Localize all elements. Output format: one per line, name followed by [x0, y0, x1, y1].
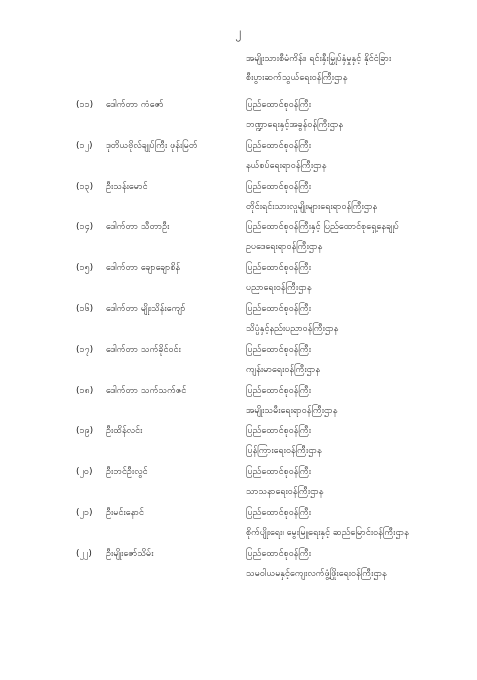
minister-name: ဦးမင်းနောင် [106, 507, 144, 518]
entry-number: (၁၆) [76, 303, 94, 314]
minister-role: ပြည်ထောင်စုဝန်ကြီး [246, 181, 312, 192]
minister-list [0, 96, 477, 586]
minister-name: ဒုတိယဗိုလ်ချုပ်ကြီး ဖုန်းမြတ် [106, 140, 198, 151]
minister-entry [0, 382, 477, 423]
entry-number: (၁၇) [76, 344, 94, 355]
minister-role: ပြည်ထောင်စုဝန်ကြီး [246, 507, 312, 518]
lead-ministry-line-1: အမျိုးသားစီမံကိန်း၊ ရင်းနှီးမြှုပ်နှံမှုနှင့် နိုင်ငံခြား [246, 54, 392, 64]
ministry-name: ပြန်ကြားရေးဝန်ကြီးဌာန [246, 446, 322, 457]
entry-number: (၂၀) [76, 467, 93, 478]
minister-name: ဒေါက်တာ မျိုးသိန်းကျော် [106, 303, 186, 314]
minister-entry [0, 463, 477, 504]
minister-entry [0, 96, 477, 137]
minister-entry [0, 137, 477, 178]
lead-ministry [246, 50, 472, 88]
entry-number: (၂၂) [76, 548, 92, 559]
ministry-name: သိပ္ပံနှင့်နည်းပညာဝန်ကြီးဌာန [246, 323, 339, 334]
ministry-name: စိုက်ပျိုးရေး၊ မွေးမြူရေးနှင့် ဆည်မြောင်းဝန်ကြီးဌာန [246, 527, 409, 538]
minister-role: ပြည်ထောင်စုဝန်ကြီး [246, 100, 312, 110]
minister-role: ပြည်ထောင်စုဝန်ကြီး [246, 263, 312, 274]
minister-entry [0, 300, 477, 341]
lead-ministry-line-2: စီးပွားဆက်သွယ်ရေးဝန်ကြီးဌာန [246, 73, 348, 83]
minister-entry [0, 259, 477, 300]
entry-number: (၂၁) [76, 507, 93, 518]
minister-name: ဦးမျိုးဇော်သိမ်း [106, 548, 154, 559]
minister-name: ဦးသန်းမောင် [106, 181, 148, 192]
minister-name: ဦးထိန်လင်း [106, 426, 143, 437]
minister-role: ပြည်ထောင်စုဝန်ကြီး [246, 548, 312, 559]
page-number: ၂ [235, 25, 242, 39]
minister-name: ဒေါက်တာ ကံဇော် [106, 100, 164, 110]
entry-number: (၁၉) [76, 426, 94, 437]
minister-role: ပြည်ထောင်စုဝန်ကြီး [246, 344, 312, 355]
minister-role: ပြည်ထောင်စုဝန်ကြီး [246, 426, 312, 437]
ministry-name: နယ်စပ်ရေးရာဝန်ကြီးဌာန [246, 160, 327, 171]
minister-role: ပြည်ထောင်စုဝန်ကြီး [246, 385, 312, 396]
ministry-name: ဘဏ္ဍာရေးနှင့်အခွန်ဝန်ကြီးဌာန [246, 120, 344, 130]
minister-entry [0, 504, 477, 545]
minister-name: ဒေါက်တာ သက်သက်ဇင် [106, 385, 187, 396]
minister-entry [0, 341, 477, 382]
ministry-name: ကျန်းမာရေးဝန်ကြီးဌာန [246, 364, 321, 375]
minister-role: ပြည်ထောင်စုဝန်ကြီး [246, 303, 312, 314]
entry-number: (၁၅) [76, 263, 94, 274]
minister-entry [0, 218, 477, 259]
minister-entry [0, 545, 477, 586]
minister-role: ပြည်ထောင်စုဝန်ကြီးနှင့် ပြည်ထောင်စုရှေ့နေချုပ် [246, 222, 399, 233]
ministry-name: သမဝါယမနှင့်ကျေးလက်ဖွံ့ဖြိုးရေးဝန်ကြီးဌာန [246, 568, 387, 579]
minister-name: ဒေါက်တာ သီတာဦး [106, 222, 170, 233]
entry-number: (၁၁) [76, 100, 94, 110]
ministry-name: ဥပဒေရေးရာဝန်ကြီးဌာန [246, 242, 323, 253]
minister-role: ပြည်ထောင်စုဝန်ကြီး [246, 140, 312, 151]
minister-role: ပြည်ထောင်စုဝန်ကြီး [246, 467, 312, 478]
minister-entry [0, 422, 477, 463]
entry-number: (၁၈) [76, 385, 94, 396]
entry-number: (၁၄) [76, 222, 94, 233]
ministry-name: အမျိုးသမီးရေးရာဝန်ကြီးဌာန [246, 405, 338, 416]
ministry-name: တိုင်းရင်းသားလူမျိုးများရေးရာဝန်ကြီးဌာန [246, 201, 378, 212]
entry-number: (၁၃) [76, 181, 94, 192]
minister-name: ဦးဘင်ဦးလွင် [106, 467, 148, 478]
minister-entry [0, 178, 477, 219]
entry-number: (၁၂) [76, 140, 93, 151]
minister-name: ဒေါက်တာ ချောချောစိန် [106, 263, 181, 274]
ministry-name: သာသနာရေးဝန်ကြီးဌာန [246, 487, 324, 498]
ministry-name: ပညာရေးဝန်ကြီးဌာန [246, 283, 312, 294]
minister-name: ဒေါက်တာ သက်ခိုင်ဝင်း [106, 344, 181, 355]
